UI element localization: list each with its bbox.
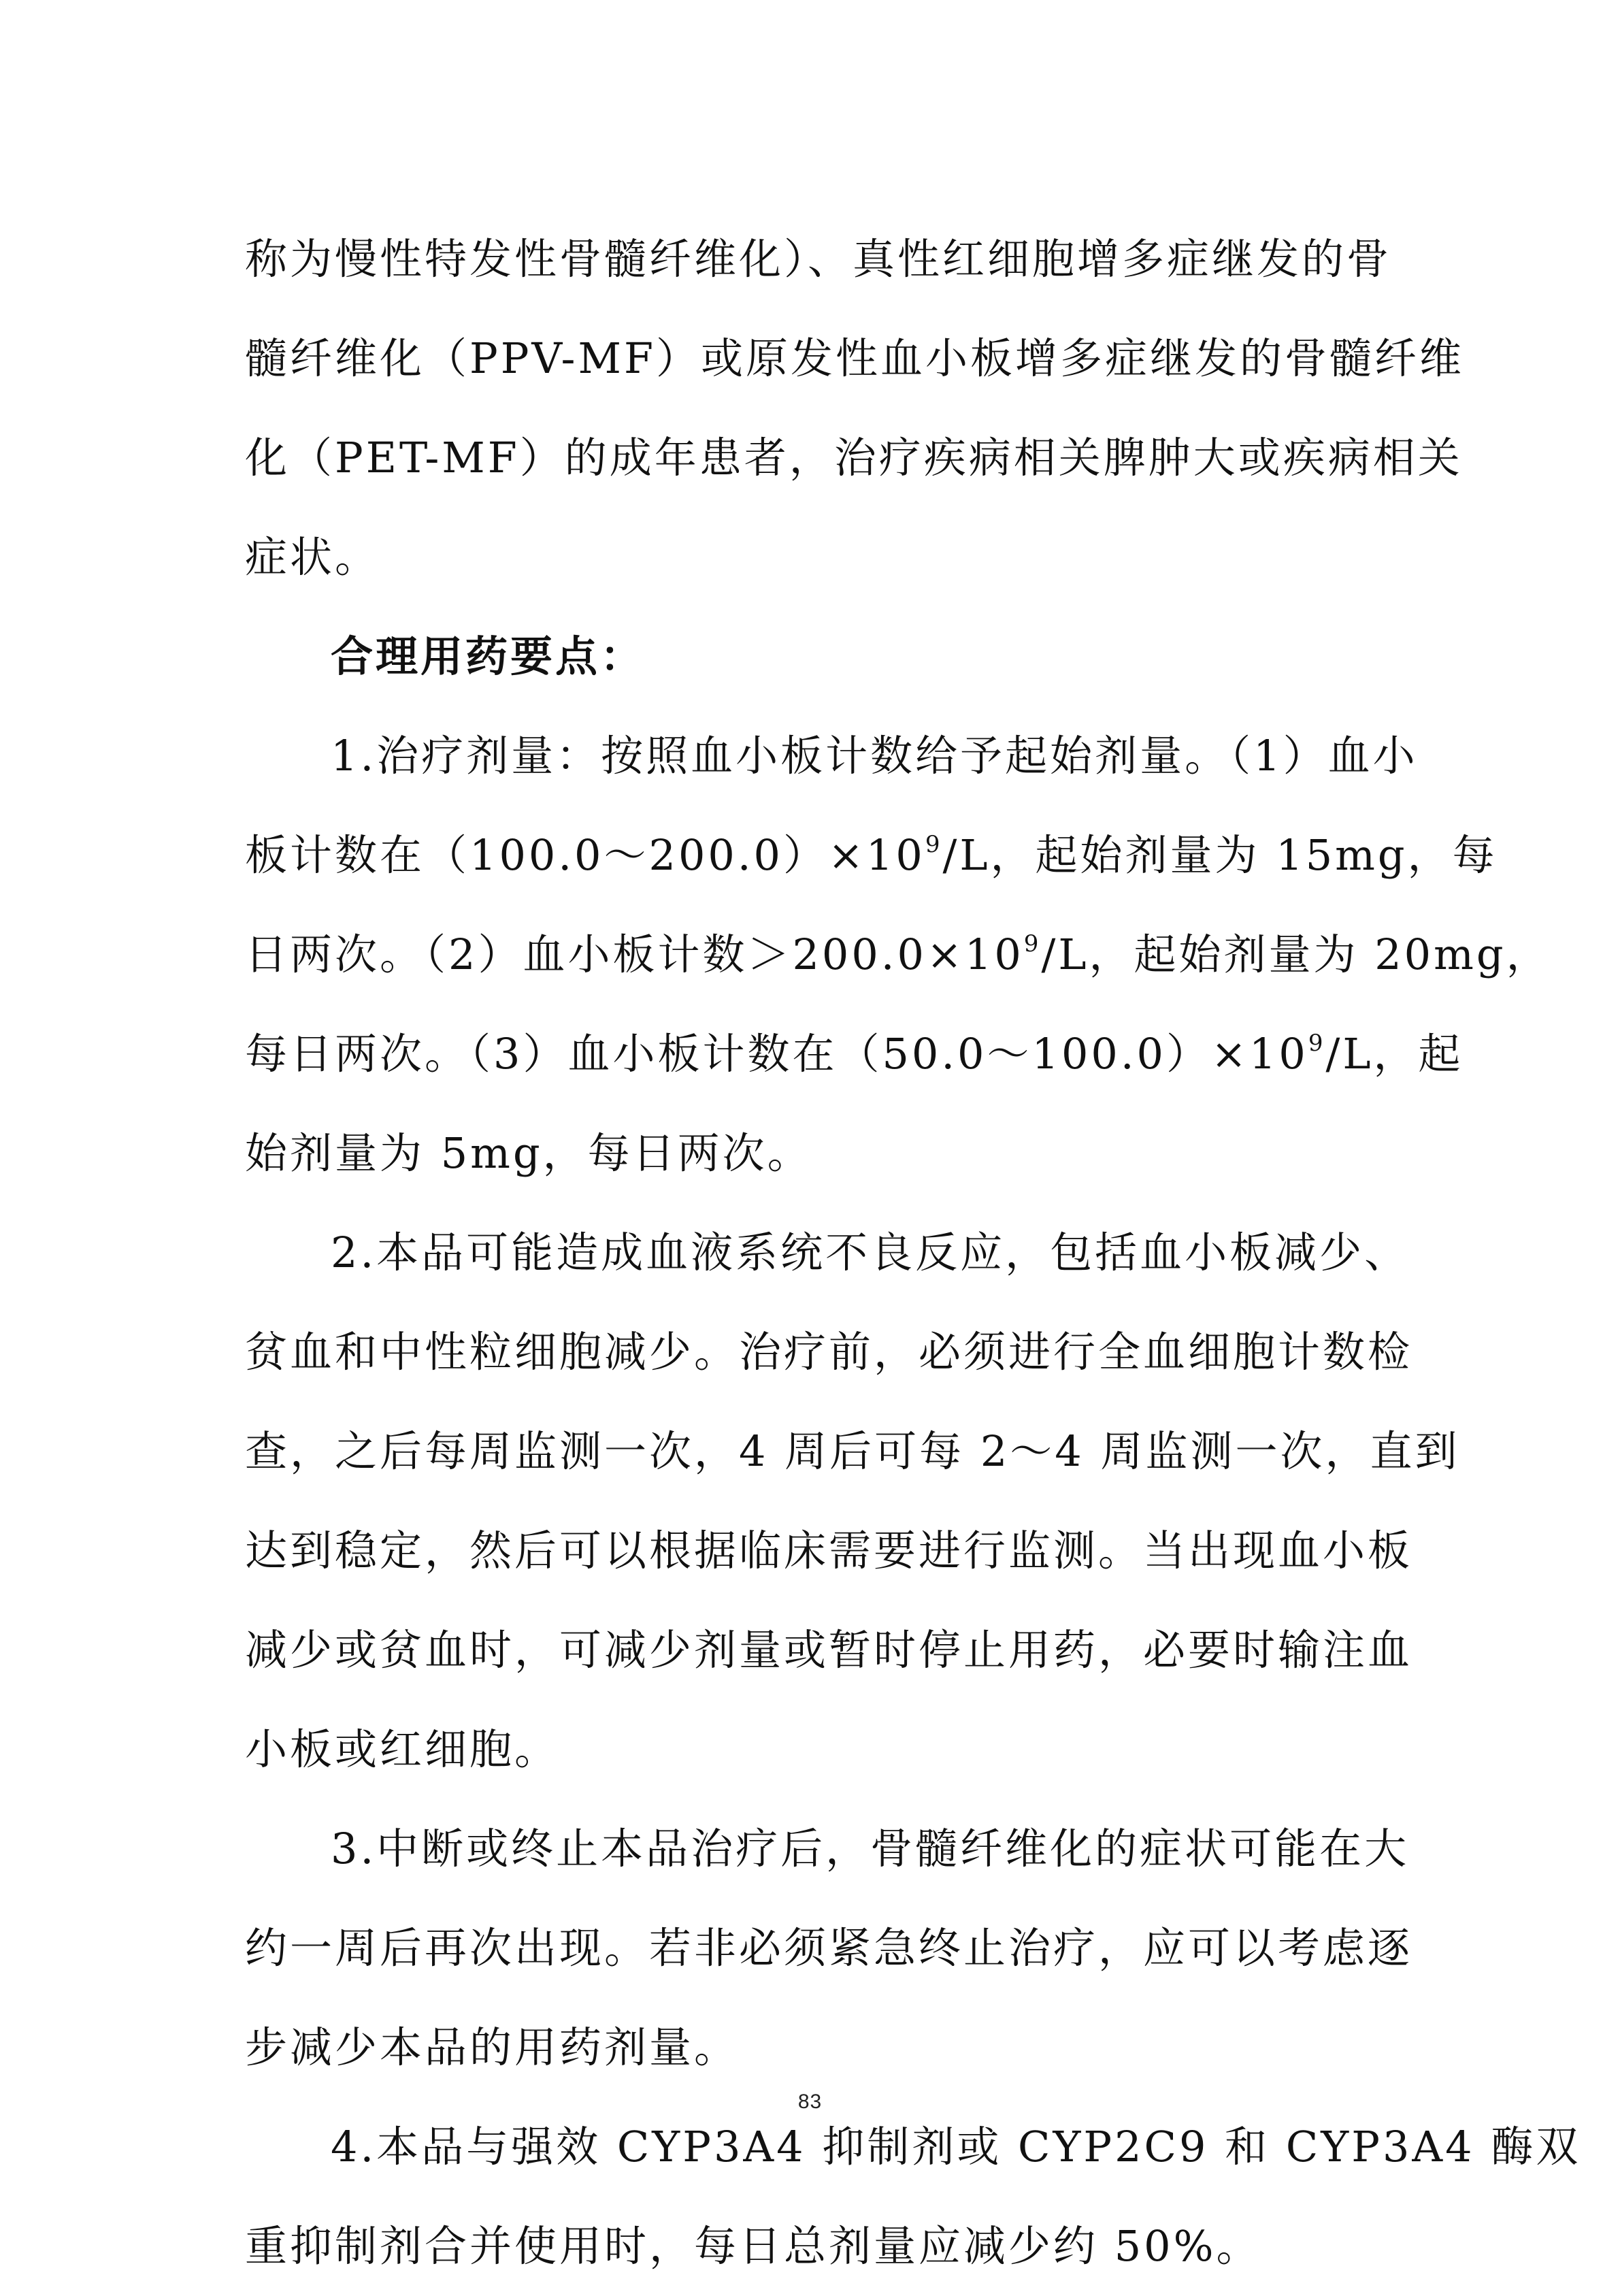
point-1-line-2-text-b: /L，起始剂量为 15mg，每 [942, 830, 1498, 880]
point-2-line-5: 减少或贫血时，可减少剂量或暂时停止用药，必要时输注血 [245, 1625, 1413, 1675]
page-number: 83 [797, 2090, 823, 2113]
point-3-line-2: 约一周后再次出现。若非必须紧急终止治疗，应可以考虑逐 [245, 1923, 1413, 1973]
intro-line-3: 化（PET-MF）的成年患者，治疗疾病相关脾肿大或疾病相关 [245, 433, 1463, 482]
point-2-paragraph [245, 1203, 1460, 1799]
point-2-line-4: 达到稳定，然后可以根据临床需要进行监测。当出现血小板 [245, 1526, 1413, 1575]
point-1-line-3-text-b: /L，起始剂量为 20mg， [1041, 930, 1551, 979]
section-heading: 合理用药要点： [331, 632, 646, 681]
point-2-line-1: 2.本品可能造成血液系统不良反应，包括血小板减少、 [331, 1228, 1410, 1277]
point-2-line-3: 查，之后每周监测一次，4 周后可每 2～4 周监测一次，直到 [245, 1426, 1460, 1476]
point-1-line-2 [245, 806, 1498, 905]
exponent: 9 [1308, 1030, 1326, 1057]
point-4-line-1: 4.本品与强效 CYP3A4 抑制剂或 CYP2C9 和 CYP3A4 酶双 [331, 2122, 1581, 2171]
point-1-line-3-text-a: 日两次。（2）血小板计数＞200.0×10 [245, 930, 1024, 979]
point-2-line-2: 贫血和中性粒细胞减少。治疗前，必须进行全血细胞计数检 [245, 1327, 1413, 1377]
point-1-paragraph [245, 706, 1551, 1203]
point-1-line-5: 始剂量为 5mg，每日两次。 [245, 1128, 812, 1178]
document-body [245, 210, 1581, 2296]
point-4-paragraph [245, 2097, 1581, 2296]
exponent: 9 [1023, 930, 1042, 957]
point-1-line-4-text-b: /L，起 [1325, 1029, 1464, 1079]
point-1-line-4-text-a: 每日两次。（3）血小板计数在（50.0～100.0）×10 [245, 1029, 1308, 1079]
intro-line-1: 称为慢性特发性骨髓纤维化）、真性红细胞增多症继发的骨 [245, 234, 1392, 284]
point-2-line-6: 小板或红细胞。 [245, 1724, 560, 1774]
intro-line-4: 症状。 [245, 532, 380, 582]
point-1-line-4 [245, 1004, 1464, 1104]
intro-line-2: 髓纤维化（PPV-MF）或原发性血小板增多症继发的骨髓纤维 [245, 333, 1464, 383]
point-3-paragraph [245, 1799, 1413, 2097]
point-4-line-2: 重抑制剂合并使用时，每日总剂量应减少约 50%。 [245, 2221, 1261, 2271]
exponent: 9 [925, 831, 943, 858]
intro-paragraph [245, 210, 1464, 607]
point-1-line-1: 1.治疗剂量：按照血小板计数给予起始剂量。（1）血小 [331, 731, 1418, 781]
point-3-line-3: 步减少本品的用药剂量。 [245, 2022, 740, 2072]
point-3-line-1: 3.中断或终止本品治疗后，骨髓纤维化的症状可能在大 [331, 1824, 1410, 1873]
point-1-line-3 [245, 905, 1551, 1004]
point-1-line-2-text-a: 板计数在（100.0～200.0）×10 [245, 830, 925, 880]
